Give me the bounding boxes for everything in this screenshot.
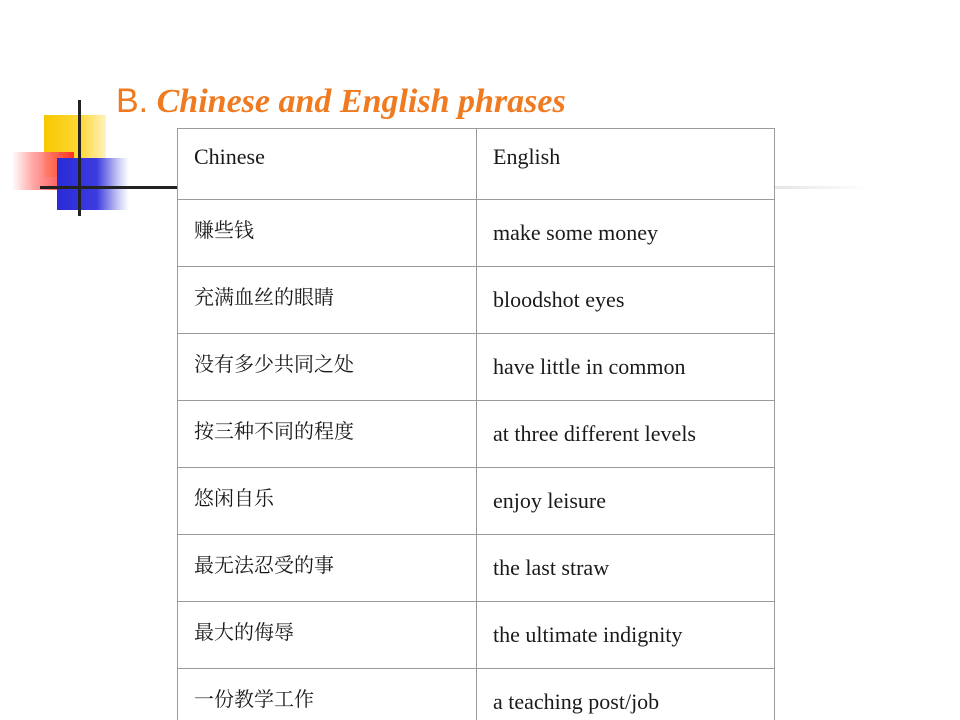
chinese-phrase: 赚些钱 bbox=[178, 200, 477, 267]
chinese-phrase: 按三种不同的程度 bbox=[178, 401, 477, 468]
chinese-phrase: 充满血丝的眼睛 bbox=[178, 267, 477, 334]
table-header-row bbox=[178, 129, 775, 200]
table-row bbox=[178, 334, 775, 401]
decorative-vertical-line bbox=[78, 100, 81, 216]
slide-title bbox=[116, 82, 566, 121]
english-phrase: a teaching post/job bbox=[477, 669, 775, 720]
table-row bbox=[178, 267, 775, 334]
chinese-phrase: 一份教学工作 bbox=[178, 669, 477, 720]
english-phrase: the last straw bbox=[477, 535, 775, 602]
chinese-phrase: 没有多少共同之处 bbox=[178, 334, 477, 401]
table-row bbox=[178, 669, 775, 720]
english-phrase: enjoy leisure bbox=[477, 468, 775, 535]
table-row bbox=[178, 468, 775, 535]
title-main: Chinese and English phrases bbox=[156, 83, 566, 120]
chinese-phrase: 最无法忍受的事 bbox=[178, 535, 477, 602]
header-chinese: Chinese bbox=[178, 129, 477, 200]
chinese-phrase: 最大的侮辱 bbox=[178, 602, 477, 669]
english-phrase: the ultimate indignity bbox=[477, 602, 775, 669]
table-row bbox=[178, 200, 775, 267]
chinese-phrase: 悠闲自乐 bbox=[178, 468, 477, 535]
table-row bbox=[178, 401, 775, 468]
phrases-table bbox=[177, 128, 775, 720]
decorative-blue-square bbox=[57, 158, 129, 210]
title-prefix: B. bbox=[116, 82, 149, 120]
english-phrase: bloodshot eyes bbox=[477, 267, 775, 334]
table-row bbox=[178, 535, 775, 602]
english-phrase: have little in common bbox=[477, 334, 775, 401]
table-row bbox=[178, 602, 775, 669]
english-phrase: at three different levels bbox=[477, 401, 775, 468]
header-english: English bbox=[477, 129, 775, 200]
english-phrase: make some money bbox=[477, 200, 775, 267]
